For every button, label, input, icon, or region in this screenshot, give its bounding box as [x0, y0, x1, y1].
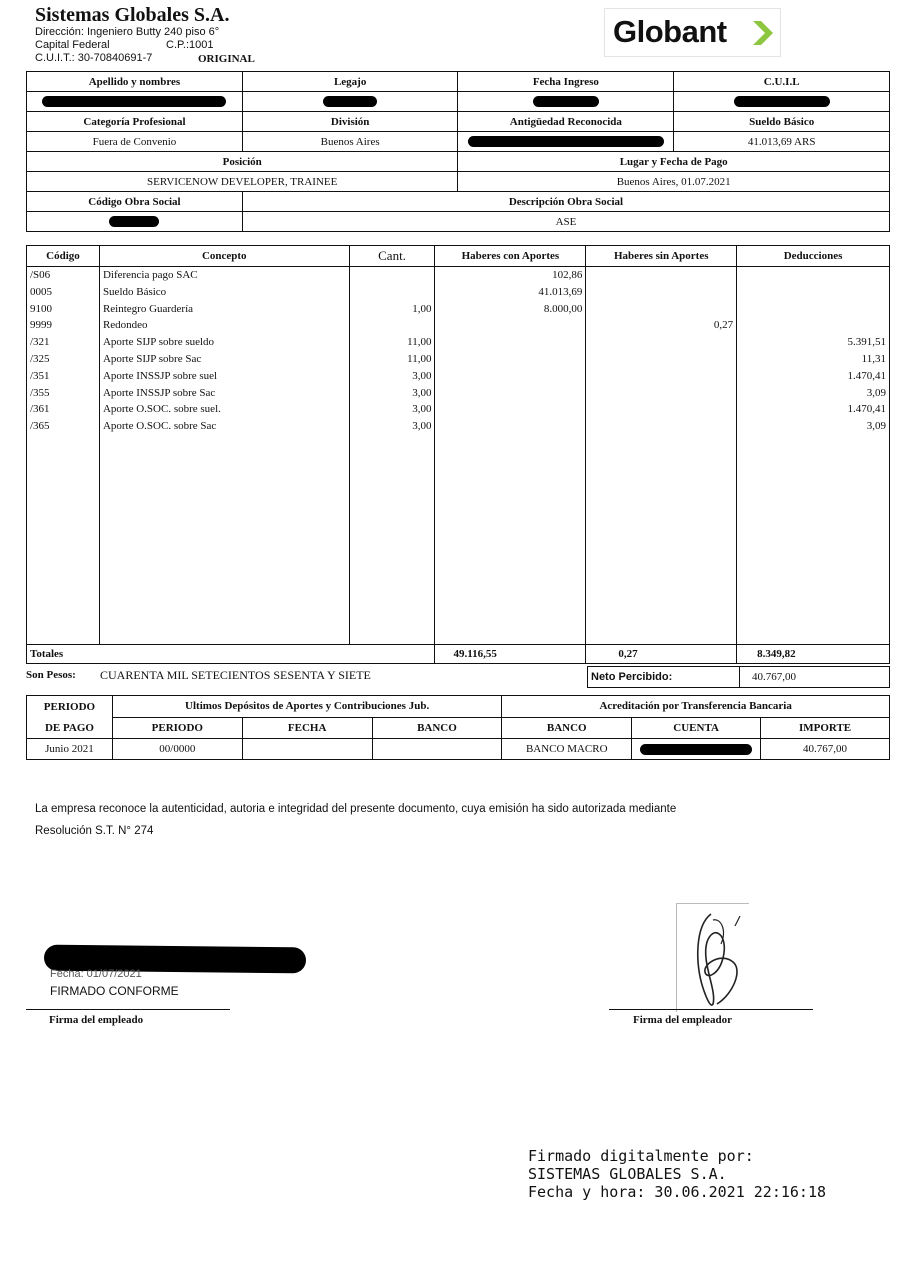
concept-deducciones — [737, 301, 890, 318]
filler-cell — [435, 435, 586, 645]
concept-row — [27, 317, 890, 334]
concept-haberes-con — [435, 334, 586, 351]
employee-sign-date: Fecha: 01/07/2021 — [50, 968, 142, 980]
concept-deducciones: 1.470,41 — [737, 368, 890, 385]
employee-name-redacted — [27, 92, 243, 112]
concept-code: /365 — [27, 418, 100, 435]
concept-qty: 11,00 — [349, 334, 435, 351]
concept-haberes-sin — [586, 368, 737, 385]
employer-signature-label: Firma del empleador — [633, 1014, 732, 1026]
header-banco-2: BANCO — [502, 717, 632, 739]
banco-2-value: BANCO MACRO — [502, 739, 632, 760]
payment-table — [26, 695, 890, 760]
concept-code: /321 — [27, 334, 100, 351]
concept-code: /325 — [27, 351, 100, 368]
copy-label: ORIGINAL — [198, 53, 255, 65]
concept-haberes-con — [435, 317, 586, 334]
concept-haberes-sin — [586, 284, 737, 301]
legajo-redacted — [242, 92, 457, 112]
total-haberes-con: 49.116,55 — [435, 644, 586, 663]
concept-qty: 1,00 — [349, 301, 435, 318]
concept-qty — [349, 284, 435, 301]
concept-qty: 11,00 — [349, 351, 435, 368]
concept-row — [27, 418, 890, 435]
header-concepto: Concepto — [99, 246, 349, 267]
concept-rows — [27, 267, 890, 645]
header-deducciones: Deducciones — [737, 246, 890, 267]
lugar-value: Buenos Aires, 01.07.2021 — [458, 172, 890, 192]
header-importe: IMPORTE — [761, 717, 890, 739]
header-haberes-sin: Haberes sin Aportes — [586, 246, 737, 267]
posicion-value: SERVICENOW DEVELOPER, TRAINEE — [27, 172, 458, 192]
total-deducciones: 8.349,82 — [737, 644, 890, 663]
concept-haberes-con: 8.000,00 — [435, 301, 586, 318]
concept-name: Aporte O.SOC. sobre Sac — [99, 418, 349, 435]
header-desc-os: Descripción Obra Social — [242, 192, 889, 212]
concept-row — [27, 401, 890, 418]
concept-code: 9999 — [27, 317, 100, 334]
concept-name: Sueldo Básico — [99, 284, 349, 301]
header-lugar: Lugar y Fecha de Pago — [458, 152, 890, 172]
digital-signature-line-1: Firmado digitalmente por: — [528, 1147, 754, 1165]
concept-deducciones: 5.391,51 — [737, 334, 890, 351]
concept-haberes-sin — [586, 351, 737, 368]
concept-haberes-sin — [586, 267, 737, 284]
concepts-table — [26, 245, 890, 664]
concept-name: Aporte SIJP sobre Sac — [99, 351, 349, 368]
periodo-value: 00/0000 — [112, 739, 242, 760]
filler-cell — [737, 435, 890, 645]
handwritten-signature-icon — [677, 904, 749, 1012]
antiguedad-redacted — [458, 132, 674, 152]
periodo-pago-label-1: PERIODO — [27, 696, 113, 718]
periodo-pago-value: Junio 2021 — [27, 739, 113, 760]
concept-row — [27, 301, 890, 318]
cuenta-redacted — [632, 739, 761, 760]
header-division: División — [242, 112, 457, 132]
header-codigo-os: Código Obra Social — [27, 192, 243, 212]
concept-name: Aporte SIJP sobre sueldo — [99, 334, 349, 351]
header-ingreso: Fecha Ingreso — [458, 72, 674, 92]
concept-haberes-con: 102,86 — [435, 267, 586, 284]
header-codigo: Código — [27, 246, 100, 267]
header-banco: BANCO — [372, 717, 502, 739]
concept-deducciones: 3,09 — [737, 385, 890, 402]
logo-chevron-icon — [751, 21, 773, 45]
concept-filler — [27, 435, 890, 645]
header-haberes-con: Haberes con Aportes — [435, 246, 586, 267]
company-address: Dirección: Ingeniero Butty 240 piso 6° — [35, 26, 220, 38]
banco-value — [372, 739, 502, 760]
concept-deducciones — [737, 284, 890, 301]
logo-text: Globant — [613, 14, 727, 49]
concept-row — [27, 267, 890, 284]
employee-info-table — [26, 71, 890, 232]
header-periodo: PERIODO — [112, 717, 242, 739]
header-fecha: FECHA — [242, 717, 372, 739]
ingreso-redacted — [458, 92, 674, 112]
concept-deducciones — [737, 267, 890, 284]
digital-signature-line-2: SISTEMAS GLOBALES S.A. — [528, 1165, 727, 1183]
header-categoria: Categoría Profesional — [27, 112, 243, 132]
concept-code: /361 — [27, 401, 100, 418]
concept-haberes-sin — [586, 401, 737, 418]
concept-haberes-con — [435, 351, 586, 368]
digital-signature-line-3: Fecha y hora: 30.06.2021 22:16:18 — [528, 1183, 827, 1201]
employer-signature-line — [609, 1009, 813, 1010]
concept-deducciones: 11,31 — [737, 351, 890, 368]
transfer-title: Acreditación por Transferencia Bancaria — [502, 696, 890, 718]
concept-name: Reintegro Guardería — [99, 301, 349, 318]
concept-name: Aporte INSSJP sobre suel — [99, 368, 349, 385]
concept-haberes-con: 41.013,69 — [435, 284, 586, 301]
header-name: Apellido y nombres — [27, 72, 243, 92]
employee-signature-line — [26, 1009, 230, 1010]
concept-name: Aporte O.SOC. sobre suel. — [99, 401, 349, 418]
concept-code: /S06 — [27, 267, 100, 284]
filler-cell — [349, 435, 435, 645]
concept-qty: 3,00 — [349, 385, 435, 402]
concept-deducciones — [737, 317, 890, 334]
categoria-value: Fuera de Convenio — [27, 132, 243, 152]
header-sueldo: Sueldo Básico — [674, 112, 890, 132]
company-cp: C.P.:1001 — [166, 39, 214, 51]
concept-row — [27, 334, 890, 351]
legal-line-1: La empresa reconoce la autenticidad, autoria e integridad del presente documento, cuya emisión ha sido autorizada mediante — [35, 803, 677, 815]
concept-row — [27, 368, 890, 385]
filler-cell — [27, 435, 100, 645]
division-value: Buenos Aires — [242, 132, 457, 152]
concept-haberes-con — [435, 385, 586, 402]
company-logo — [604, 8, 781, 57]
concept-qty — [349, 267, 435, 284]
header-cuenta: CUENTA — [632, 717, 761, 739]
concept-qty: 3,00 — [349, 368, 435, 385]
cuil-redacted — [674, 92, 890, 112]
company-cuit: C.U.I.T.: 30-70840691-7 — [35, 52, 153, 64]
concept-haberes-con — [435, 368, 586, 385]
neto-table — [587, 666, 890, 688]
legal-line-2: Resolución S.T. N° 274 — [35, 825, 154, 837]
desc-os-value: ASE — [242, 212, 889, 232]
company-city: Capital Federal — [35, 39, 110, 51]
concept-qty: 3,00 — [349, 401, 435, 418]
importe-value: 40.767,00 — [761, 739, 890, 760]
concept-name: Aporte INSSJP sobre Sac — [99, 385, 349, 402]
concept-qty: 3,00 — [349, 418, 435, 435]
periodo-pago-label-2: DE PAGO — [27, 717, 113, 739]
concept-haberes-con — [435, 401, 586, 418]
header-posicion: Posición — [27, 152, 458, 172]
header-cant: Cant. — [349, 246, 435, 267]
concept-qty — [349, 317, 435, 334]
concept-row — [27, 351, 890, 368]
son-pesos-label: Son Pesos: — [26, 669, 76, 681]
concept-haberes-sin — [586, 385, 737, 402]
neto-label: Neto Percibido: — [588, 667, 740, 688]
deposits-title: Ultimos Depósitos de Aportes y Contribuciones Jub. — [112, 696, 501, 718]
concept-haberes-sin — [586, 418, 737, 435]
concept-code: /355 — [27, 385, 100, 402]
totals-label: Totales — [27, 644, 435, 663]
header-legajo: Legajo — [242, 72, 457, 92]
employee-signature-label: Firma del empleado — [49, 1014, 144, 1026]
filler-cell — [99, 435, 349, 645]
concept-code: /351 — [27, 368, 100, 385]
employer-signature-image — [676, 903, 749, 1012]
filler-cell — [586, 435, 737, 645]
neto-value: 40.767,00 — [740, 667, 890, 688]
header-antiguedad: Antigüedad Reconocida — [458, 112, 674, 132]
concept-name: Redondeo — [99, 317, 349, 334]
codigo-os-redacted — [27, 212, 243, 232]
concept-name: Diferencia pago SAC — [99, 267, 349, 284]
concept-code: 9100 — [27, 301, 100, 318]
concept-row — [27, 385, 890, 402]
sueldo-value: 41.013,69 ARS — [674, 132, 890, 152]
son-pesos-value: CUARENTA MIL SETECIENTOS SESENTA Y SIETE — [100, 668, 371, 682]
concept-code: 0005 — [27, 284, 100, 301]
concept-haberes-sin — [586, 301, 737, 318]
fecha-value — [242, 739, 372, 760]
concept-row — [27, 284, 890, 301]
concept-haberes-sin: 0,27 — [586, 317, 737, 334]
concept-deducciones: 3,09 — [737, 418, 890, 435]
header-cuil: C.U.I.L — [674, 72, 890, 92]
concept-haberes-con — [435, 418, 586, 435]
firmado-conforme: FIRMADO CONFORME — [50, 984, 179, 998]
concept-haberes-sin — [586, 334, 737, 351]
company-name: Sistemas Globales S.A. — [35, 4, 230, 26]
total-haberes-sin: 0,27 — [586, 644, 737, 663]
concept-deducciones: 1.470,41 — [737, 401, 890, 418]
